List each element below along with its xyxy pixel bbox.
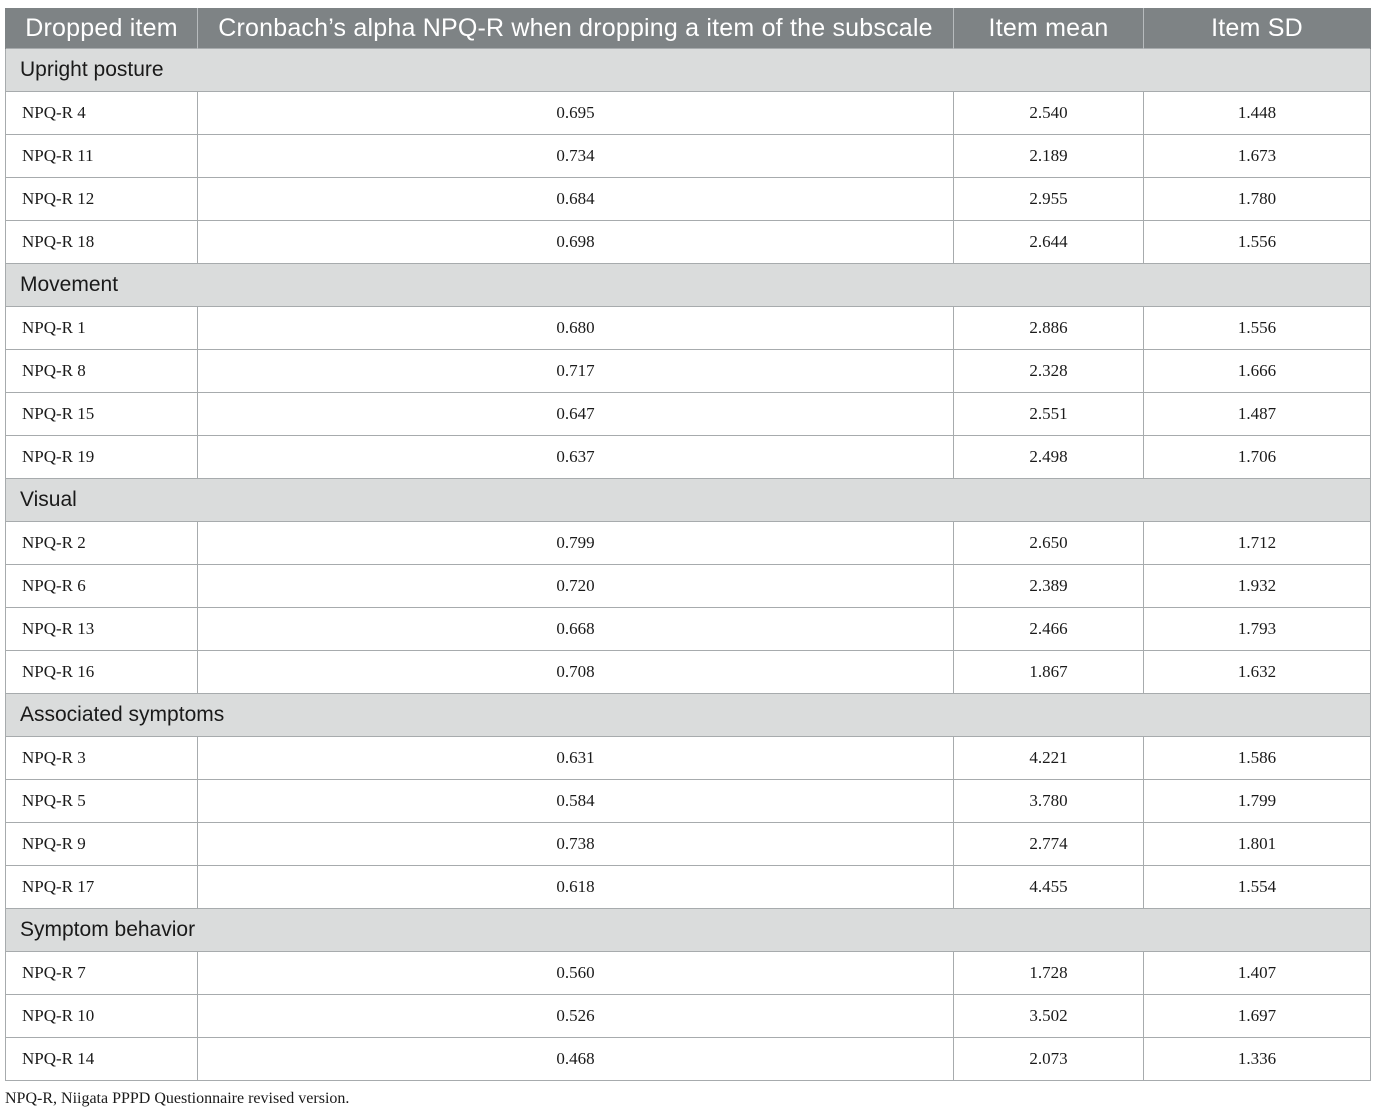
table-row (6, 135, 1371, 178)
cell-cronbach-alpha: 0.695 (198, 92, 954, 135)
cell-dropped-item: NPQ-R 9 (6, 823, 198, 866)
table-row (6, 608, 1371, 651)
table-row (6, 307, 1371, 350)
table-row (6, 995, 1371, 1038)
cell-item-mean: 2.551 (954, 393, 1144, 436)
subscale-name: Movement (6, 264, 1371, 307)
table-row (6, 952, 1371, 995)
header-row (6, 8, 1371, 49)
table-row (6, 866, 1371, 909)
cell-item-sd: 1.673 (1144, 135, 1371, 178)
cell-cronbach-alpha: 0.708 (198, 651, 954, 694)
table-row (6, 178, 1371, 221)
cell-item-mean: 1.728 (954, 952, 1144, 995)
cell-cronbach-alpha: 0.738 (198, 823, 954, 866)
cell-item-mean: 2.498 (954, 436, 1144, 479)
cell-item-mean: 2.189 (954, 135, 1144, 178)
cell-dropped-item: NPQ-R 11 (6, 135, 198, 178)
subscale-header-row (6, 479, 1371, 522)
cell-dropped-item: NPQ-R 4 (6, 92, 198, 135)
subscale-header-row (6, 264, 1371, 307)
subscale-name: Upright posture (6, 49, 1371, 92)
cell-item-mean: 2.540 (954, 92, 1144, 135)
header-item-mean: Item mean (954, 8, 1144, 49)
cell-item-sd: 1.697 (1144, 995, 1371, 1038)
cell-item-sd: 1.932 (1144, 565, 1371, 608)
table-row (6, 737, 1371, 780)
cell-item-mean: 2.650 (954, 522, 1144, 565)
header-item-sd: Item SD (1144, 8, 1371, 49)
table-row (6, 393, 1371, 436)
cell-dropped-item: NPQ-R 19 (6, 436, 198, 479)
cell-item-sd: 1.556 (1144, 221, 1371, 264)
cell-item-mean: 2.466 (954, 608, 1144, 651)
cell-item-sd: 1.487 (1144, 393, 1371, 436)
cell-cronbach-alpha: 0.468 (198, 1038, 954, 1081)
cell-item-mean: 3.502 (954, 995, 1144, 1038)
cell-dropped-item: NPQ-R 1 (6, 307, 198, 350)
cell-dropped-item: NPQ-R 2 (6, 522, 198, 565)
cell-item-mean: 4.221 (954, 737, 1144, 780)
table-row (6, 92, 1371, 135)
cell-dropped-item: NPQ-R 10 (6, 995, 198, 1038)
table-footnote: NPQ-R, Niigata PPPD Questionnaire revised version. (5, 1090, 350, 1107)
cell-item-sd: 1.706 (1144, 436, 1371, 479)
table-row (6, 350, 1371, 393)
table-row (6, 221, 1371, 264)
cell-item-sd: 1.712 (1144, 522, 1371, 565)
cell-item-sd: 1.554 (1144, 866, 1371, 909)
cell-item-mean: 2.073 (954, 1038, 1144, 1081)
cell-cronbach-alpha: 0.799 (198, 522, 954, 565)
table-row (6, 823, 1371, 866)
subscale-name: Symptom behavior (6, 909, 1371, 952)
cell-item-mean: 2.955 (954, 178, 1144, 221)
cell-cronbach-alpha: 0.734 (198, 135, 954, 178)
table-row (6, 651, 1371, 694)
table-row (6, 1038, 1371, 1081)
cell-dropped-item: NPQ-R 12 (6, 178, 198, 221)
table-header (6, 8, 1371, 49)
cell-cronbach-alpha: 0.684 (198, 178, 954, 221)
cell-item-sd: 1.632 (1144, 651, 1371, 694)
cell-dropped-item: NPQ-R 8 (6, 350, 198, 393)
cell-cronbach-alpha: 0.631 (198, 737, 954, 780)
table-row (6, 436, 1371, 479)
cell-cronbach-alpha: 0.618 (198, 866, 954, 909)
cell-item-sd: 1.799 (1144, 780, 1371, 823)
table-row (6, 780, 1371, 823)
header-dropped-item: Dropped item (6, 8, 198, 49)
cell-dropped-item: NPQ-R 15 (6, 393, 198, 436)
cell-cronbach-alpha: 0.668 (198, 608, 954, 651)
header-cronbach-alpha: Cronbach’s alpha NPQ-R when dropping a item of the subscale (198, 8, 954, 49)
cell-dropped-item: NPQ-R 14 (6, 1038, 198, 1081)
subscale-header-row (6, 49, 1371, 92)
cell-cronbach-alpha: 0.526 (198, 995, 954, 1038)
cell-dropped-item: NPQ-R 7 (6, 952, 198, 995)
cell-item-mean: 3.780 (954, 780, 1144, 823)
cell-cronbach-alpha: 0.584 (198, 780, 954, 823)
results-table (5, 8, 1371, 1081)
cell-dropped-item: NPQ-R 6 (6, 565, 198, 608)
table-row (6, 522, 1371, 565)
cell-cronbach-alpha: 0.560 (198, 952, 954, 995)
cell-item-mean: 2.389 (954, 565, 1144, 608)
cell-cronbach-alpha: 0.717 (198, 350, 954, 393)
subscale-name: Associated symptoms (6, 694, 1371, 737)
cell-cronbach-alpha: 0.647 (198, 393, 954, 436)
cell-item-mean: 1.867 (954, 651, 1144, 694)
cell-dropped-item: NPQ-R 17 (6, 866, 198, 909)
cell-item-mean: 2.886 (954, 307, 1144, 350)
cell-item-mean: 2.774 (954, 823, 1144, 866)
cell-dropped-item: NPQ-R 5 (6, 780, 198, 823)
cell-item-mean: 4.455 (954, 866, 1144, 909)
cell-dropped-item: NPQ-R 18 (6, 221, 198, 264)
cell-dropped-item: NPQ-R 16 (6, 651, 198, 694)
cell-item-mean: 2.328 (954, 350, 1144, 393)
table-row (6, 565, 1371, 608)
cell-dropped-item: NPQ-R 3 (6, 737, 198, 780)
cell-cronbach-alpha: 0.637 (198, 436, 954, 479)
cell-item-sd: 1.448 (1144, 92, 1371, 135)
cell-cronbach-alpha: 0.720 (198, 565, 954, 608)
table-body (6, 49, 1371, 1081)
subscale-header-row (6, 694, 1371, 737)
cell-item-mean: 2.644 (954, 221, 1144, 264)
cell-item-sd: 1.780 (1144, 178, 1371, 221)
cell-item-sd: 1.793 (1144, 608, 1371, 651)
subscale-name: Visual (6, 479, 1371, 522)
cell-item-sd: 1.666 (1144, 350, 1371, 393)
cell-item-sd: 1.586 (1144, 737, 1371, 780)
cell-cronbach-alpha: 0.698 (198, 221, 954, 264)
cell-cronbach-alpha: 0.680 (198, 307, 954, 350)
subscale-header-row (6, 909, 1371, 952)
cell-item-sd: 1.407 (1144, 952, 1371, 995)
cell-dropped-item: NPQ-R 13 (6, 608, 198, 651)
cell-item-sd: 1.801 (1144, 823, 1371, 866)
cell-item-sd: 1.556 (1144, 307, 1371, 350)
cell-item-sd: 1.336 (1144, 1038, 1371, 1081)
